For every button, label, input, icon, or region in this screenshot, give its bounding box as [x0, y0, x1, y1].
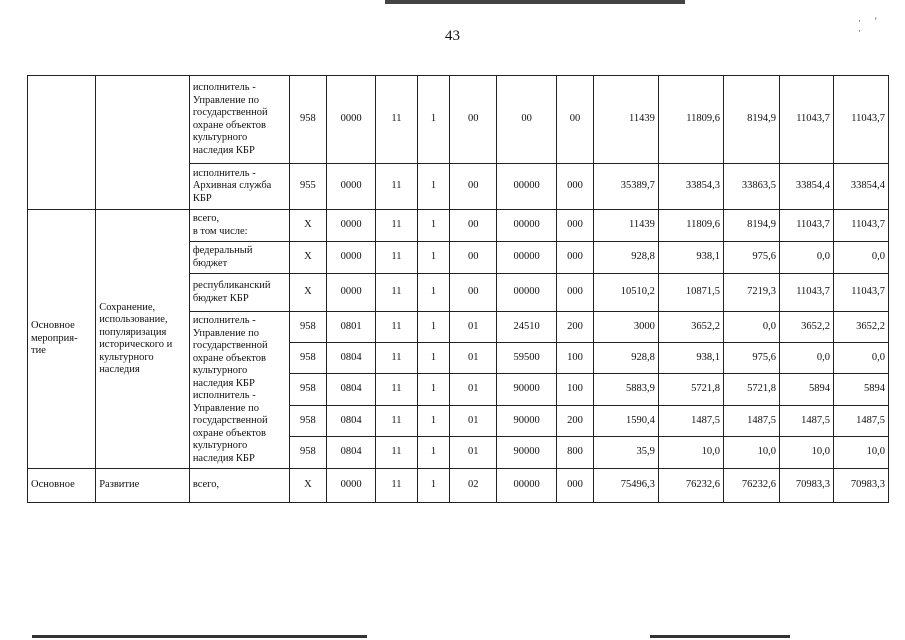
executor-cell: исполнитель - Архивная служба КБР — [189, 164, 289, 210]
amount-y4: 33854,4 — [780, 164, 834, 210]
amount-y5: 0,0 — [833, 242, 888, 274]
code-grbs: X — [289, 242, 327, 274]
amount-y4: 3652,2 — [780, 312, 834, 343]
code-pgp: 1 — [417, 312, 450, 343]
executor-line: наследия КБР — [192, 377, 255, 389]
code-rz: 0000 — [327, 76, 376, 164]
code-dir: 00000 — [497, 469, 557, 503]
code-pgp: 1 — [417, 242, 450, 274]
executor-line: культурного — [192, 365, 248, 376]
code-pgp: 1 — [417, 374, 450, 406]
amount-y1: 3000 — [593, 312, 658, 343]
executor-cell: федеральный бюджет — [189, 242, 289, 274]
code-grbs: X — [289, 469, 327, 503]
executor-line: наследия КБР — [192, 452, 255, 464]
code-pgp: 1 — [417, 210, 450, 242]
executor-line: Управление по — [192, 402, 259, 414]
code-pgp: 1 — [417, 164, 450, 210]
code-vr: 100 — [557, 374, 594, 406]
scan-artifact-top — [385, 0, 685, 4]
amount-y1: 11439 — [593, 210, 658, 242]
amount-y3: 76232,6 — [724, 469, 780, 503]
status-cell: Основное мероприя-тие — [28, 210, 96, 469]
code-vr: 100 — [557, 343, 594, 374]
code-rz: 0804 — [327, 374, 376, 406]
amount-y4: 1487,5 — [780, 406, 834, 437]
page-number: 43 — [445, 28, 460, 44]
amount-y5: 33854,4 — [833, 164, 888, 210]
scan-artifact-bottom-right — [650, 635, 790, 638]
code-gp: 11 — [376, 164, 418, 210]
table-row — [28, 210, 889, 242]
amount-y5: 70983,3 — [833, 469, 888, 503]
code-grbs: 958 — [289, 406, 327, 437]
amount-y4: 11043,7 — [780, 210, 834, 242]
amount-y4: 0,0 — [780, 242, 834, 274]
table-row — [28, 76, 889, 164]
amount-y1: 35389,7 — [593, 164, 658, 210]
executor-line: государственной — [192, 415, 268, 426]
amount-y2: 1487,5 — [658, 406, 723, 437]
scan-marks: ·' · — [858, 16, 891, 36]
amount-y3: 0,0 — [724, 312, 780, 343]
code-dir: 24510 — [497, 312, 557, 343]
amount-y3: 7219,3 — [724, 274, 780, 312]
code-pgp: 1 — [417, 437, 450, 469]
amount-y4: 11043,7 — [780, 76, 834, 164]
amount-y3: 975,6 — [724, 242, 780, 274]
code-vr: 000 — [557, 164, 594, 210]
code-vr: 000 — [557, 242, 594, 274]
amount-y1: 10510,2 — [593, 274, 658, 312]
code-vr: 200 — [557, 406, 594, 437]
amount-y5: 11043,7 — [833, 210, 888, 242]
amount-y2: 11809,6 — [658, 210, 723, 242]
executor-line: Управление по — [192, 327, 259, 339]
executor-line: исполнитель - — [192, 390, 256, 401]
code-vr: 200 — [557, 312, 594, 343]
code-pgp: 1 — [417, 76, 450, 164]
amount-y3: 10,0 — [724, 437, 780, 469]
executor-cell: всего, — [189, 469, 289, 503]
scan-artifact-bottom — [32, 635, 367, 638]
executor-line: охране объектов — [192, 352, 266, 364]
code-pgp: 1 — [417, 469, 450, 503]
code-rz: 0804 — [327, 437, 376, 469]
code-vr: 000 — [557, 469, 594, 503]
budget-table — [27, 75, 889, 503]
executor-merged-cell — [189, 312, 289, 469]
code-om: 01 — [450, 406, 497, 437]
code-rz: 0804 — [327, 343, 376, 374]
amount-y2: 5721,8 — [658, 374, 723, 406]
amount-y5: 3652,2 — [833, 312, 888, 343]
amount-y1: 5883,9 — [593, 374, 658, 406]
code-om: 01 — [450, 312, 497, 343]
code-grbs: X — [289, 274, 327, 312]
amount-y3: 33863,5 — [724, 164, 780, 210]
code-vr: 000 — [557, 210, 594, 242]
amount-y4: 11043,7 — [780, 274, 834, 312]
amount-y5: 11043,7 — [833, 274, 888, 312]
amount-y1: 11439 — [593, 76, 658, 164]
name-cell: Сохранение, использование, популяризация исторического и культурного наследия — [96, 210, 190, 469]
name-cell-empty — [96, 76, 190, 210]
code-gp: 11 — [376, 242, 418, 274]
amount-y5: 1487,5 — [833, 406, 888, 437]
amount-y3: 1487,5 — [724, 406, 780, 437]
amount-y3: 8194,9 — [724, 210, 780, 242]
code-dir: 00000 — [497, 242, 557, 274]
code-dir: 00000 — [497, 210, 557, 242]
amount-y2: 11809,6 — [658, 76, 723, 164]
code-dir: 90000 — [497, 406, 557, 437]
amount-y2: 76232,6 — [658, 469, 723, 503]
executor-line: исполнитель - — [192, 315, 256, 326]
code-vr: 00 — [557, 76, 594, 164]
code-dir: 00 — [497, 76, 557, 164]
executor-cell: республиканский бюджет КБР — [189, 274, 289, 312]
code-grbs: 958 — [289, 437, 327, 469]
amount-y3: 975,6 — [724, 343, 780, 374]
code-grbs: 958 — [289, 312, 327, 343]
code-rz: 0000 — [327, 164, 376, 210]
executor-line: охране объектов — [192, 427, 266, 439]
code-gp: 11 — [376, 406, 418, 437]
amount-y2: 3652,2 — [658, 312, 723, 343]
amount-y4: 70983,3 — [780, 469, 834, 503]
code-grbs: 958 — [289, 76, 327, 164]
code-grbs: X — [289, 210, 327, 242]
code-pgp: 1 — [417, 343, 450, 374]
status-cell-empty — [28, 76, 96, 210]
code-dir: 00000 — [497, 274, 557, 312]
code-vr: 000 — [557, 274, 594, 312]
code-gp: 11 — [376, 76, 418, 164]
amount-y4: 0,0 — [780, 343, 834, 374]
amount-y5: 11043,7 — [833, 76, 888, 164]
code-om: 01 — [450, 437, 497, 469]
amount-y4: 10,0 — [780, 437, 834, 469]
code-om: 00 — [450, 210, 497, 242]
code-gp: 11 — [376, 274, 418, 312]
amount-y2: 938,1 — [658, 242, 723, 274]
code-rz: 0801 — [327, 312, 376, 343]
amount-y5: 0,0 — [833, 343, 888, 374]
amount-y1: 75496,3 — [593, 469, 658, 503]
code-grbs: 958 — [289, 343, 327, 374]
code-om: 00 — [450, 76, 497, 164]
code-pgp: 1 — [417, 274, 450, 312]
code-gp: 11 — [376, 312, 418, 343]
code-om: 00 — [450, 242, 497, 274]
code-vr: 800 — [557, 437, 594, 469]
code-om: 00 — [450, 164, 497, 210]
code-om: 01 — [450, 374, 497, 406]
code-gp: 11 — [376, 469, 418, 503]
amount-y1: 928,8 — [593, 343, 658, 374]
table-row — [28, 469, 889, 503]
code-om: 02 — [450, 469, 497, 503]
code-gp: 11 — [376, 210, 418, 242]
amount-y1: 35,9 — [593, 437, 658, 469]
code-dir: 90000 — [497, 437, 557, 469]
code-dir: 00000 — [497, 164, 557, 210]
executor-cell: всего, в том числе: — [189, 210, 289, 242]
executor-cell: исполнитель - Управление по государственной охране объектов культурного наследия КБР — [189, 76, 289, 164]
name-cell: Развитие — [96, 469, 190, 503]
executor-line: государственной — [192, 340, 268, 351]
code-om: 00 — [450, 274, 497, 312]
code-pgp: 1 — [417, 406, 450, 437]
amount-y4: 5894 — [780, 374, 834, 406]
code-grbs: 958 — [289, 374, 327, 406]
amount-y3: 5721,8 — [724, 374, 780, 406]
code-dir: 59500 — [497, 343, 557, 374]
amount-y2: 10,0 — [658, 437, 723, 469]
amount-y5: 5894 — [833, 374, 888, 406]
amount-y1: 1590,4 — [593, 406, 658, 437]
amount-y2: 10871,5 — [658, 274, 723, 312]
code-gp: 11 — [376, 343, 418, 374]
code-om: 01 — [450, 343, 497, 374]
code-dir: 90000 — [497, 374, 557, 406]
code-rz: 0000 — [327, 469, 376, 503]
amount-y3: 8194,9 — [724, 76, 780, 164]
code-grbs: 955 — [289, 164, 327, 210]
code-rz: 0000 — [327, 210, 376, 242]
status-cell: Основное — [28, 469, 96, 503]
code-gp: 11 — [376, 437, 418, 469]
code-rz: 0000 — [327, 242, 376, 274]
code-rz: 0804 — [327, 406, 376, 437]
amount-y1: 928,8 — [593, 242, 658, 274]
code-rz: 0000 — [327, 274, 376, 312]
code-gp: 11 — [376, 374, 418, 406]
amount-y5: 10,0 — [833, 437, 888, 469]
amount-y2: 33854,3 — [658, 164, 723, 210]
executor-line: культурного — [192, 440, 248, 451]
amount-y2: 938,1 — [658, 343, 723, 374]
